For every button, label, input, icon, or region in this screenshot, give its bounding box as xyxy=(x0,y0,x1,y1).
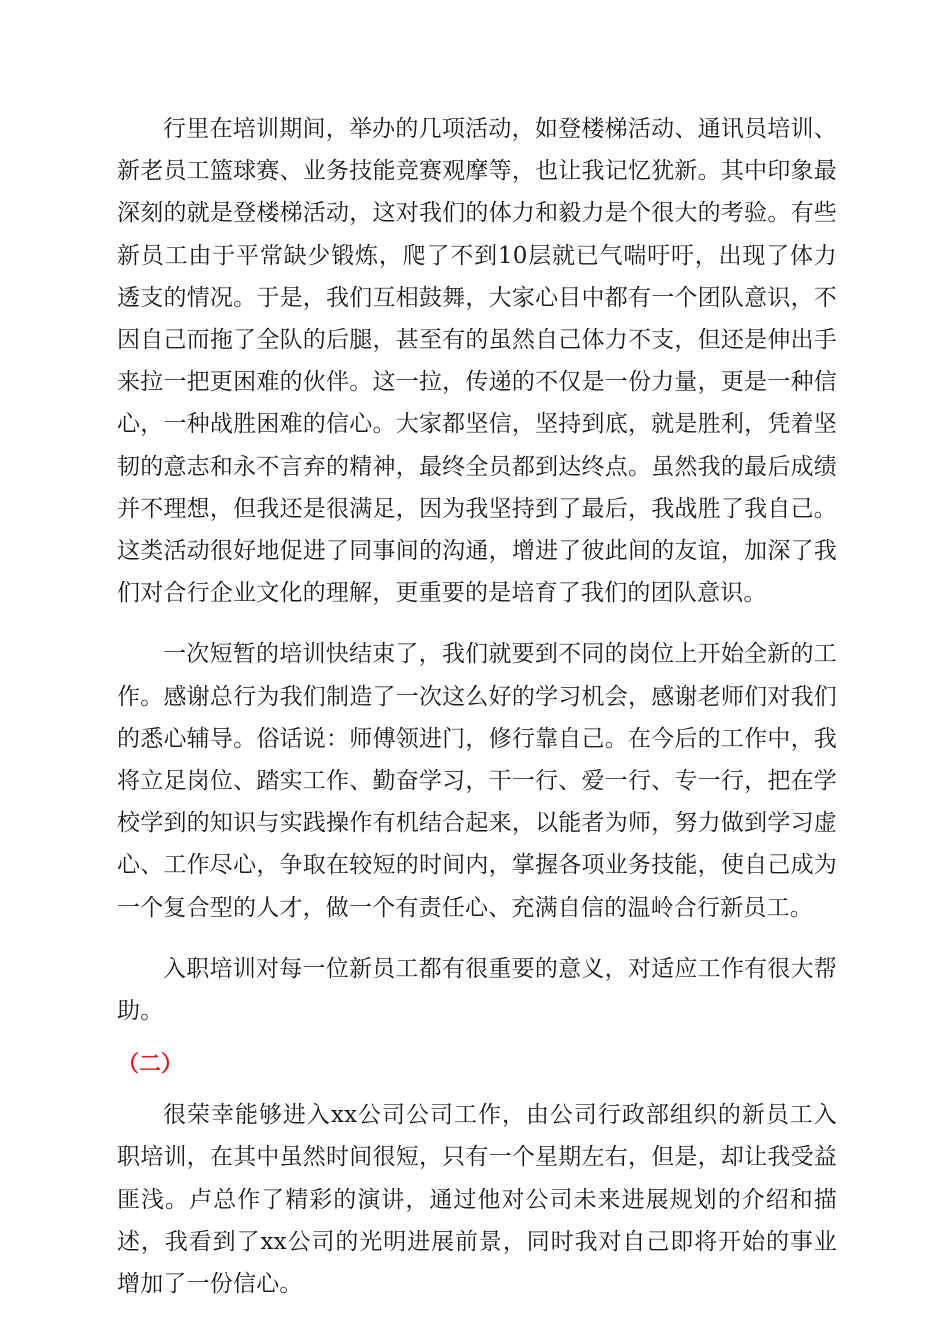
section-heading: （二） xyxy=(117,1052,184,1078)
paragraph-gratitude: 一次短暂的培训快结束了，我们就要到不同的岗位上开始全新的工作。感谢总行为我们制造了一次这么好的学习机会，感谢老师们对我们的悉心辅导。俗话说：师傅领进门，修行靠自己。在今后的工作中，我将立足岗位、踏实工作、勤奋学习，干一行、爱一行、专一行，把在学校学到的知识与实践操作有机结合起来，以能者为师，努力做到学习虚心、工作尽心，争取在较短的时间内，掌握各项业务技能，使自己成为一个复合型的人才，做一个有责任心、充满自信的温岭合行新员工。 xyxy=(117,641,837,921)
document-page xyxy=(117,108,837,1305)
paragraph-significance: 入职培训对每一位新员工都有很重要的意义，对适应工作有很大帮助。 xyxy=(117,955,837,1025)
paragraph-activities: 行里在培训期间，举办的几项活动，如登楼梯活动、通讯员培训、新老员工篮球赛、业务技能竞赛观摩等，也让我记忆犹新。其中印象最深刻的就是登楼梯活动，这对我们的体力和毅力是个很大的考验。有些新员工由于平常缺少锻炼，爬了不到10层就已气喘吁吁，出现了体力透支的情况。于是，我们互相鼓舞，大家心目中都有一个团队意识，不因自己而拖了全队的后腿，甚至有的虽然自己体力不支，但还是伸出手来拉一把更困难的伙伴。这一拉，传递的不仅是一份力量，更是一种信心，一种战胜困难的信心。大家都坚信，坚持到底，就是胜利，凭着坚韧的意志和永不言弃的精神，最终全员都到达终点。虽然我的最后成绩并不理想，但我还是很满足，因为我坚持到了最后，我战胜了我自己。这类活动很好地促进了同事间的沟通，增进了彼此间的友谊，加深了我们对合行企业文化的理解，更重要的是培育了我们的团队意识。 xyxy=(117,116,837,607)
paragraph-company-intro: 很荣幸能够进入xx公司公司工作，由公司行政部组织的新员工入职培训，在其中虽然时间很短，只有一个星期左右，但是，却让我受益匪浅。卢总作了精彩的演讲，通过他对公司未来进展规划的介绍和描述，我看到了xx公司的光明进展前景，同时我对自己即将开始的事业增加了一份信心。 xyxy=(117,1102,837,1298)
